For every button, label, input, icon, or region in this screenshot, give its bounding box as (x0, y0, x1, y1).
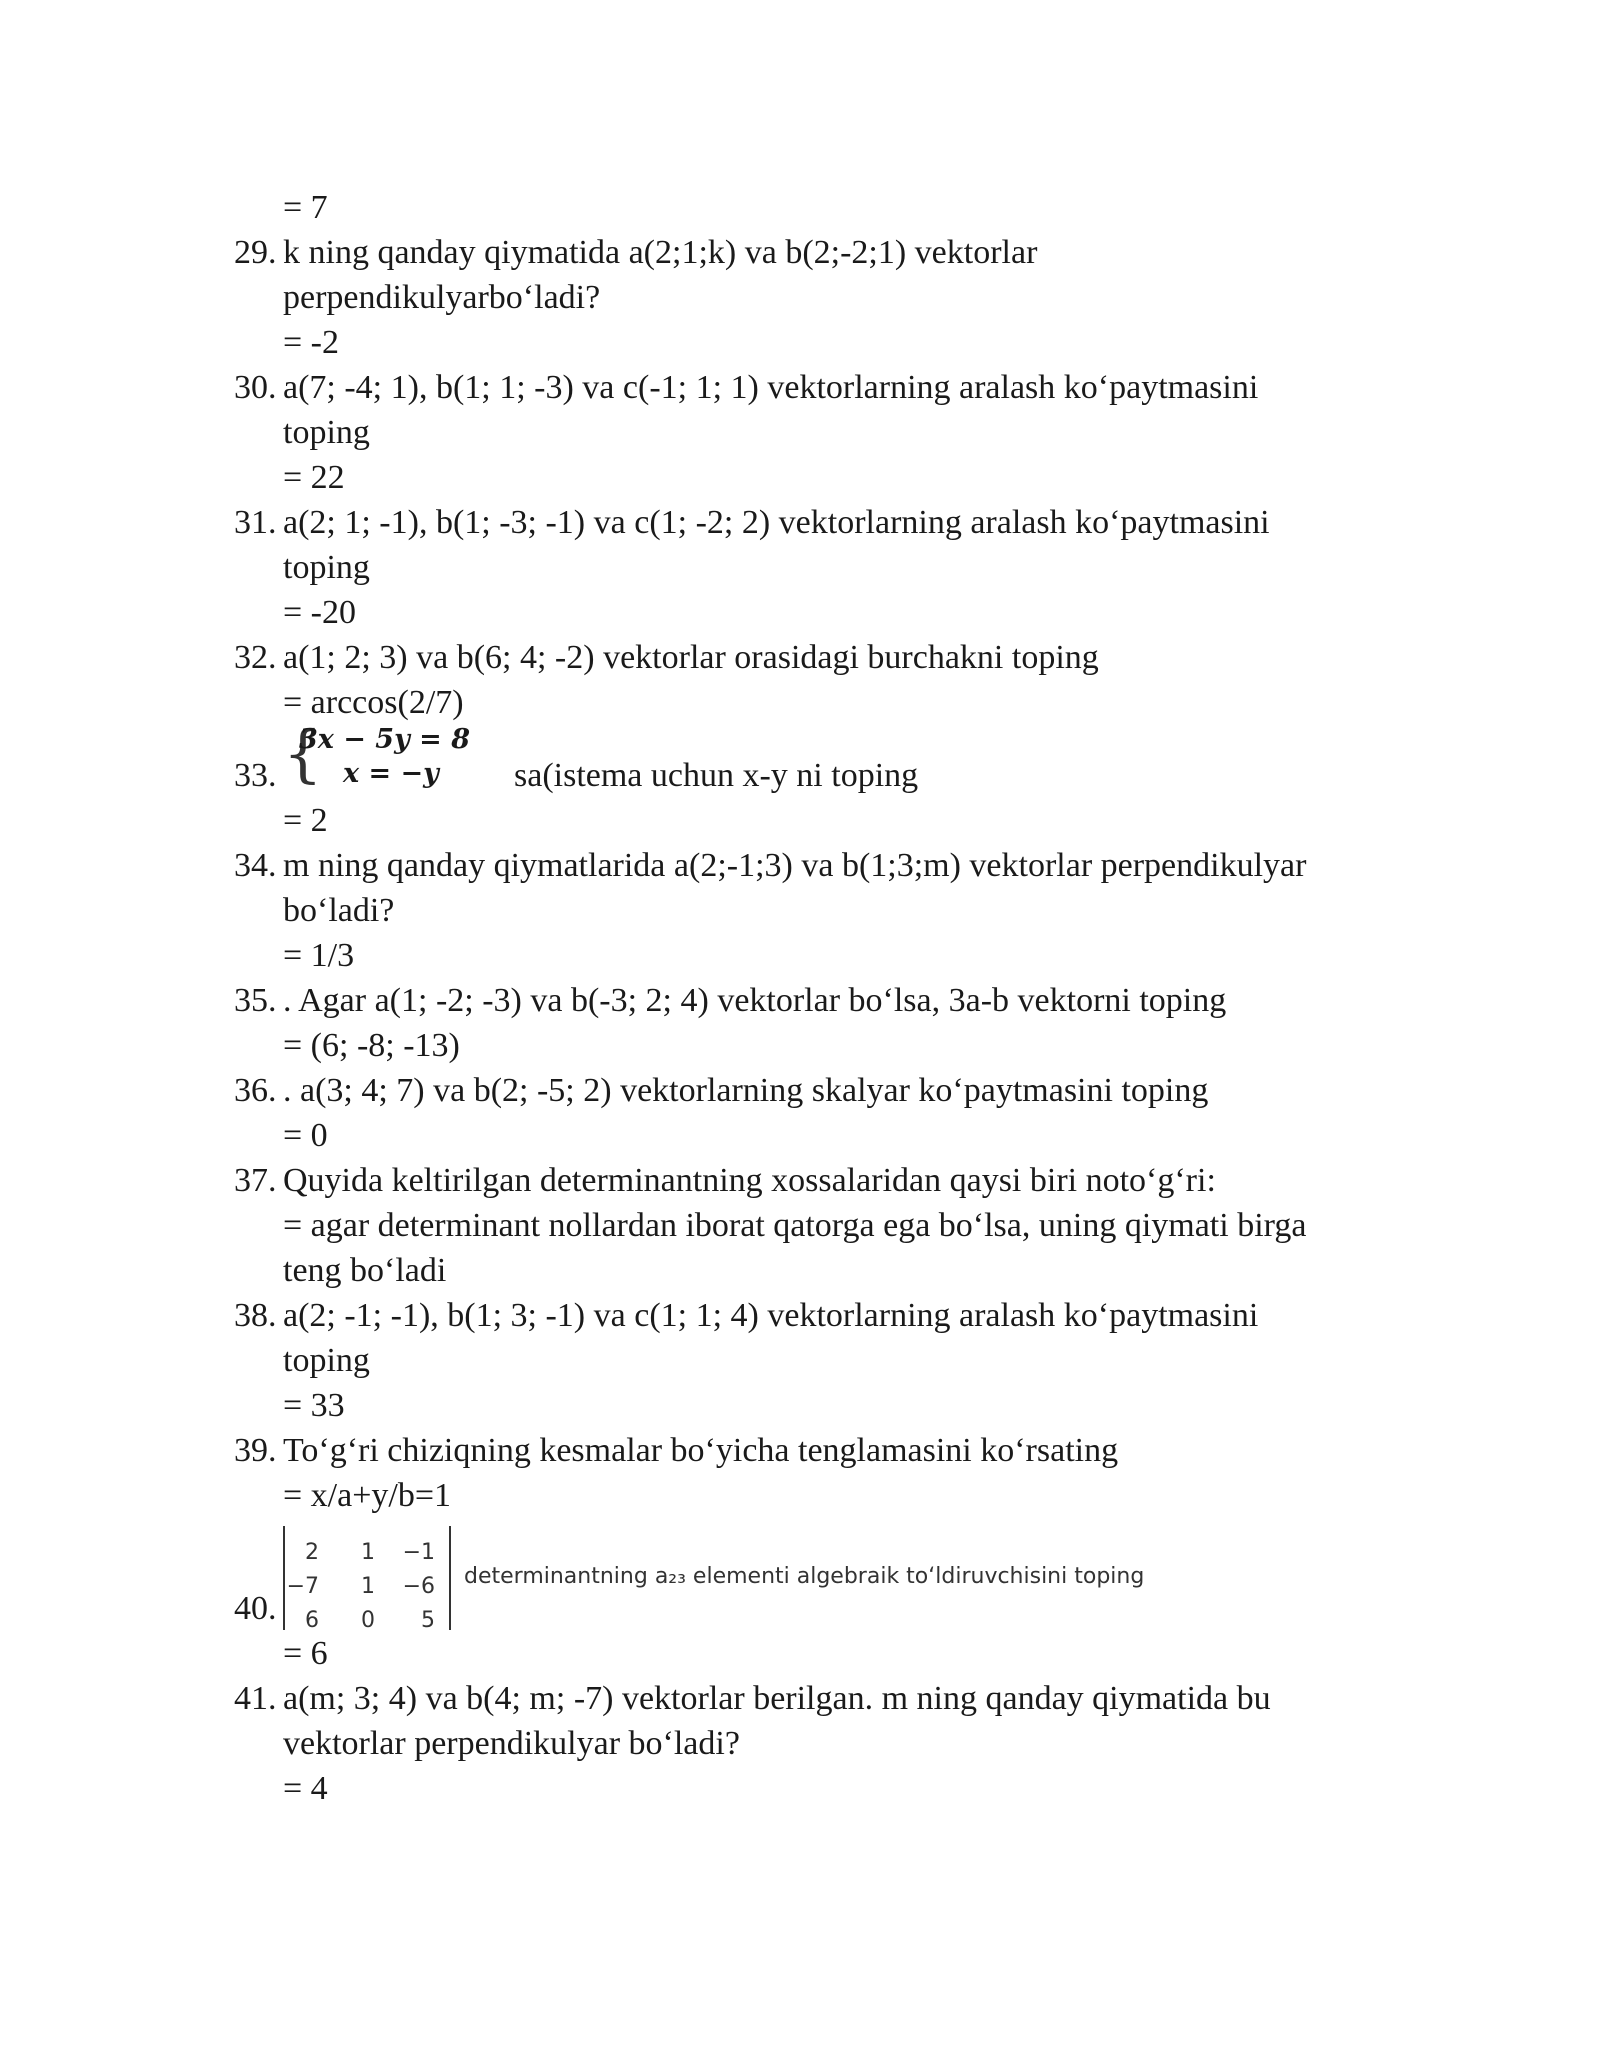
answer-31: = -20 (283, 594, 356, 631)
question-39-line-1: To‘g‘ri chiziqning kesmalar bo‘yicha tenglamasini ko‘rsating (283, 1432, 1119, 1469)
matrix-cell: 6 (305, 1608, 319, 1633)
answer-38: = 33 (283, 1387, 345, 1424)
matrix-cell: 1 (361, 1540, 375, 1565)
question-29-line-2: perpendikulyarbo‘ladi? (283, 279, 601, 316)
answer-32: = arccos(2/7) (283, 684, 464, 721)
question-32-line-1: a(1; 2; 3) va b(6; 4; -2) vektorlar orasidagi burchakni toping (283, 639, 1099, 676)
question-number-30: 30. (234, 369, 277, 406)
answer-39: = x/a+y/b=1 (283, 1477, 452, 1514)
matrix-cell: −7 (286, 1574, 319, 1599)
determinant-caption: determinantning a₂₃ elementi algebraik to‘ldiruvchisini toping (464, 1564, 1145, 1589)
question-34-line-2: bo‘ladi? (283, 892, 395, 929)
question-31-line-2: toping (283, 549, 370, 586)
question-number-35: 35. (234, 982, 277, 1019)
answer-34: = 1/3 (283, 937, 355, 974)
question-34-line-1: m ning qanday qiymatlarida a(2;-1;3) va b(1;3;m) vektorlar perpendikulyar (283, 847, 1307, 884)
question-number-29: 29. (234, 234, 277, 271)
answer-36: = 0 (283, 1117, 328, 1154)
question-number-40: 40. (234, 1590, 277, 1627)
system-brace: { (283, 717, 323, 790)
question-41-line-1: a(m; 3; 4) va b(4; m; -7) vektorlar berilgan. m ning qanday qiymatida bu (283, 1680, 1271, 1717)
matrix-cell: −6 (402, 1574, 435, 1599)
question-number-34: 34. (234, 847, 277, 884)
question-number-36: 36. (234, 1072, 277, 1109)
equation-row-2: x = −y (343, 758, 439, 789)
answer-35: = (6; -8; -13) (283, 1027, 460, 1064)
question-number-37: 37. (234, 1162, 277, 1199)
question-37-line-1: Quyida keltirilgan determinantning xossalaridan qaysi biri noto‘g‘ri: (283, 1162, 1216, 1199)
answer-41: = 4 (283, 1770, 328, 1807)
question-41-line-2: vektorlar perpendikulyar bo‘ladi? (283, 1725, 740, 1762)
determinant-matrix (283, 1526, 451, 1633)
question-31-line-1: a(2; 1; -1), b(1; -3; -1) va c(1; -2; 2) vektorlarning aralash ko‘paytmasini (283, 504, 1270, 541)
matrix-cell: 1 (361, 1574, 375, 1599)
question-30-line-2: toping (283, 414, 370, 451)
question-33-text: sa(istema uchun x-y ni toping (514, 757, 919, 794)
answer-30: = 22 (283, 459, 345, 496)
question-number-41: 41. (234, 1680, 277, 1717)
answer-33: = 2 (283, 802, 328, 839)
answer-40: = 6 (283, 1635, 328, 1672)
question-35-line-1: . Agar a(1; -2; -3) va b(-3; 2; 4) vektorlar bo‘lsa, 3a-b vektorni toping (283, 982, 1227, 1019)
question-38-line-2: toping (283, 1342, 370, 1379)
answer-37-line-1: = agar determinant nollardan iborat qatorga ega bo‘lsa, uning qiymati birga (283, 1207, 1307, 1244)
question-number-33: 33. (234, 757, 277, 794)
matrix-cell: 5 (421, 1608, 435, 1633)
question-38-line-1: a(2; -1; -1), b(1; 3; -1) va c(1; 1; 4) vektorlarning aralash ko‘paytmasini (283, 1297, 1259, 1334)
equation-row-1: 3x − 5y = 8 (299, 724, 470, 755)
question-number-31: 31. (234, 504, 277, 541)
answer-37-line-2: teng bo‘ladi (283, 1252, 447, 1289)
matrix-cell: 2 (305, 1540, 319, 1565)
question-30-line-1: a(7; -4; 1), b(1; 1; -3) va c(-1; 1; 1) vektorlarning aralash ko‘paytmasini (283, 369, 1259, 406)
question-number-32: 32. (234, 639, 277, 676)
matrix-cell: −1 (402, 1540, 435, 1565)
question-number-39: 39. (234, 1432, 277, 1469)
question-36-line-1: . a(3; 4; 7) va b(2; -5; 2) vektorlarning skalyar ko‘paytmasini toping (283, 1072, 1209, 1109)
answer-29: = -2 (283, 324, 339, 361)
question-number-38: 38. (234, 1297, 277, 1334)
answer-28: = 7 (283, 189, 328, 226)
matrix-cell: 0 (361, 1608, 375, 1633)
question-29-line-1: k ning qanday qiymatida a(2;1;k) va b(2;-2;1) vektorlar (283, 234, 1038, 271)
